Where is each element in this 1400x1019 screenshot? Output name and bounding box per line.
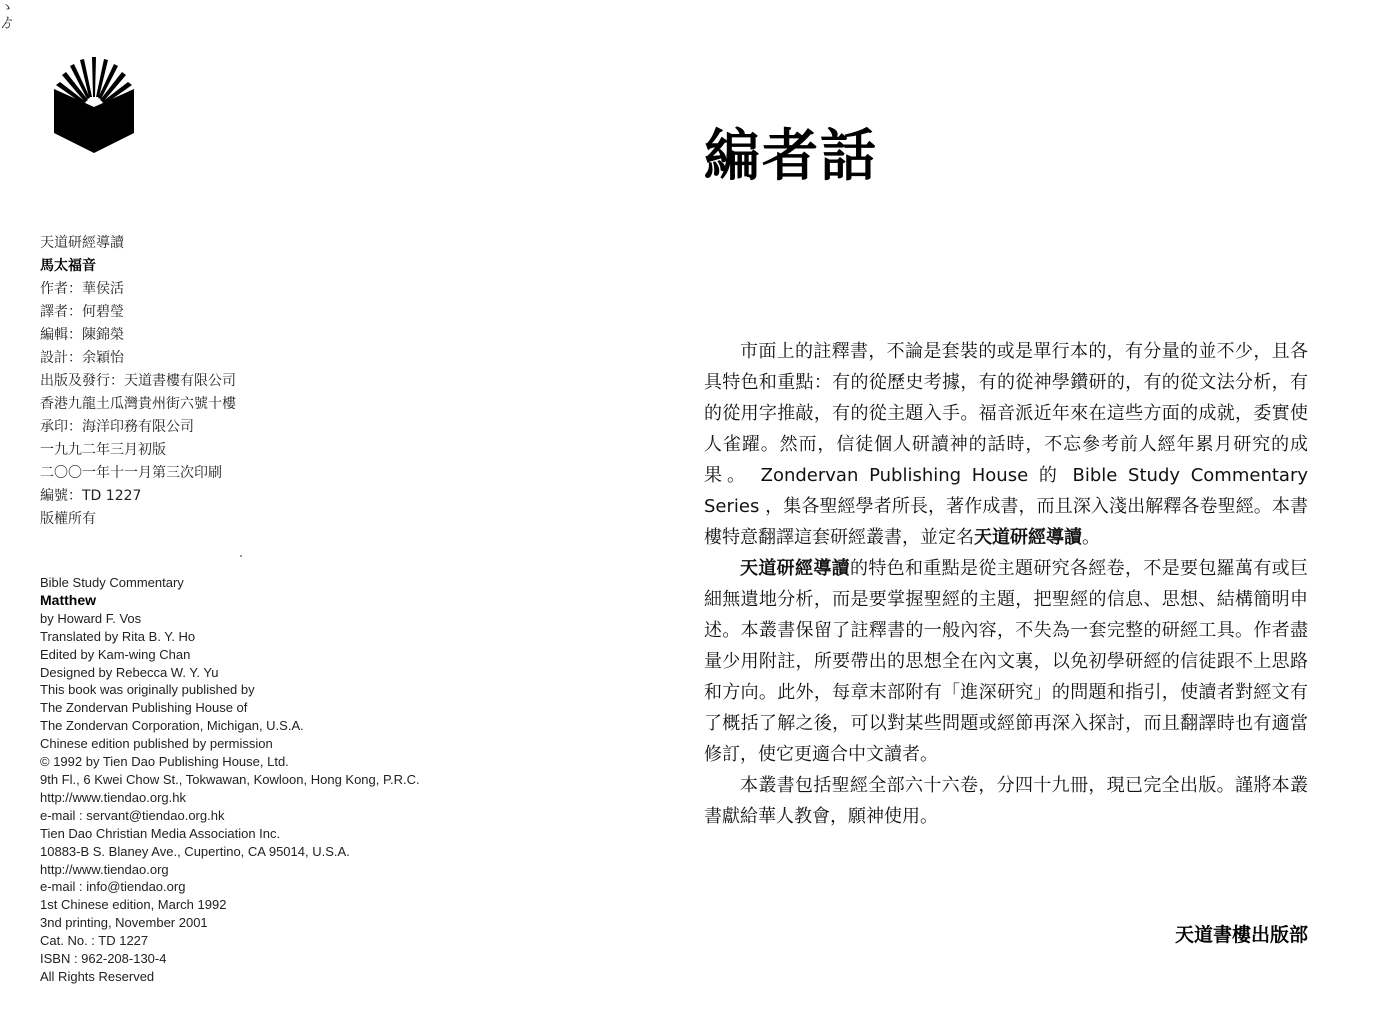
page-title: 編者話 — [704, 124, 878, 189]
preface-paragraph — [704, 553, 1308, 770]
copyright-line-en: Edited by Kam-wing Chan — [40, 646, 191, 662]
copyright-line-en: 10883-B S. Blaney Ave., Cupertino, CA 95014, U.S.A. — [40, 843, 350, 859]
copyright-line-cn: 設計：余穎怡 — [40, 350, 124, 366]
copyright-line-en: Matthew — [40, 591, 96, 608]
copyright-line-en: http://www.tiendao.org — [40, 861, 169, 877]
copyright-info-english — [40, 574, 500, 986]
copyright-line-en: Chinese edition published by permission — [40, 736, 273, 752]
preface-paragraph — [704, 336, 1308, 553]
copyright-line-en: This book was originally published by — [40, 682, 255, 698]
signature: 天道書樓出版部 — [1174, 924, 1308, 946]
copyright-line-en: 9th Fl., 6 Kwei Chow St., Tokwawan, Kowloon, Hong Kong, P.R.C. — [40, 771, 420, 787]
text-run: 市面上的註釋書，不論是套裝的或是單行本的，有分量的並不少，且各具特色和重點：有的從歷史考據，有的從神學鑽研的，有的從文法分析，有的從用字推敲，有的從主題入手。福音派近年來在這些方面的成就，委實使人雀躍。然而，信徒個人研讀神的話時，不忘參考前人經年累月研究的成果。 Zondervan Publishing House 的 Bible Study Commentary Series ，集各聖經學者所長，著作成書，而且深入淺出解釋各卷聖經。本書樓特意翻譯這套研經叢書，並定名 — [704, 341, 1308, 548]
copyright-line-cn: 一九九二年三月初版 — [40, 442, 166, 458]
copyright-line-en: ISBN : 962-208-130-4 — [40, 951, 167, 967]
copyright-line-cn: 作者：華侯活 — [40, 281, 124, 297]
copyright-line-en: The Zondervan Publishing House of — [40, 700, 248, 716]
copyright-info-chinese — [40, 232, 370, 531]
series-name: 天道研經導讀 — [740, 558, 850, 579]
copyright-line-en: Bible Study Commentary — [40, 575, 184, 590]
copyright-line-en: The Zondervan Corporation, Michigan, U.S.A. — [40, 718, 304, 734]
copyright-line-cn: 香港九龍土瓜灣貴州街六號十樓 — [40, 396, 236, 412]
copyright-line-cn: 編號：TD 1227 — [40, 488, 142, 504]
preface-paragraph — [704, 770, 1308, 832]
copyright-line-en: e-mail : servant@tiendao.org.hk — [40, 807, 225, 823]
copyright-line-cn: 編輯：陳錦榮 — [40, 327, 124, 343]
margin-mark: ゝ ゟ — [0, 0, 14, 32]
print-speck — [240, 555, 242, 557]
copyright-line-en: Designed by Rebecca W. Y. Yu — [40, 664, 219, 680]
text-run: 本叢書包括聖經全部六十六卷，分四十九冊，現已完全出版。謹將本叢書獻給華人教會，願神使用。 — [704, 775, 1308, 827]
copyright-line-en: by Howard F. Vos — [40, 610, 142, 626]
copyright-line-cn: 天道研經導讀 — [40, 235, 124, 251]
text-run: 的特色和重點是從主題研究各經卷，不是要包羅萬有或巨細無遺地分析，而是要掌握聖經的主題，把聖經的信息、思想、結構簡明申述。本叢書保留了註釋書的一般內容，不失為一套完整的研經工具。作者盡量少用附註，所要帶出的思想全在內文裏，以免初學研經的信徒跟不上思路和方向。此外，每章末部附有「進深研究」的問題和指引，使讀者對經文有了概括了解之後，可以對某些問題或經節再深入探討，而且翻譯時也有適當修訂，使它更適合中文讀者。 — [704, 558, 1308, 765]
copyright-line-cn: 版權所有 — [40, 511, 96, 527]
copyright-line-en: Tien Dao Christian Media Association Inc. — [40, 825, 281, 841]
copyright-line-en: All Rights Reserved — [40, 968, 155, 984]
text-run: 。 — [1082, 527, 1100, 548]
copyright-line-en: Translated by Rita B. Y. Ho — [40, 628, 196, 644]
copyright-line-en: Cat. No. : TD 1227 — [40, 933, 149, 949]
copyright-line-en: © 1992 by Tien Dao Publishing House, Ltd. — [40, 754, 289, 770]
publisher-logo-icon — [50, 55, 138, 153]
copyright-line-en: 1st Chinese edition, March 1992 — [40, 897, 227, 913]
copyright-line-cn: 譯者：何碧瑩 — [40, 304, 124, 320]
preface-text — [704, 336, 1308, 832]
copyright-line-cn: 出版及發行：天道書樓有限公司 — [40, 373, 236, 389]
copyright-line-cn: 承印：海洋印務有限公司 — [40, 419, 194, 435]
copyright-line-en: http://www.tiendao.org.hk — [40, 789, 186, 805]
series-name: 天道研經導讀 — [974, 527, 1082, 548]
copyright-line-en: 3nd printing, November 2001 — [40, 915, 208, 931]
copyright-line-cn: 二〇〇一年十一月第三次印刷 — [40, 465, 222, 481]
copyright-line-cn: 馬太福音 — [40, 258, 96, 274]
copyright-line-en: e-mail : info@tiendao.org — [40, 879, 186, 895]
